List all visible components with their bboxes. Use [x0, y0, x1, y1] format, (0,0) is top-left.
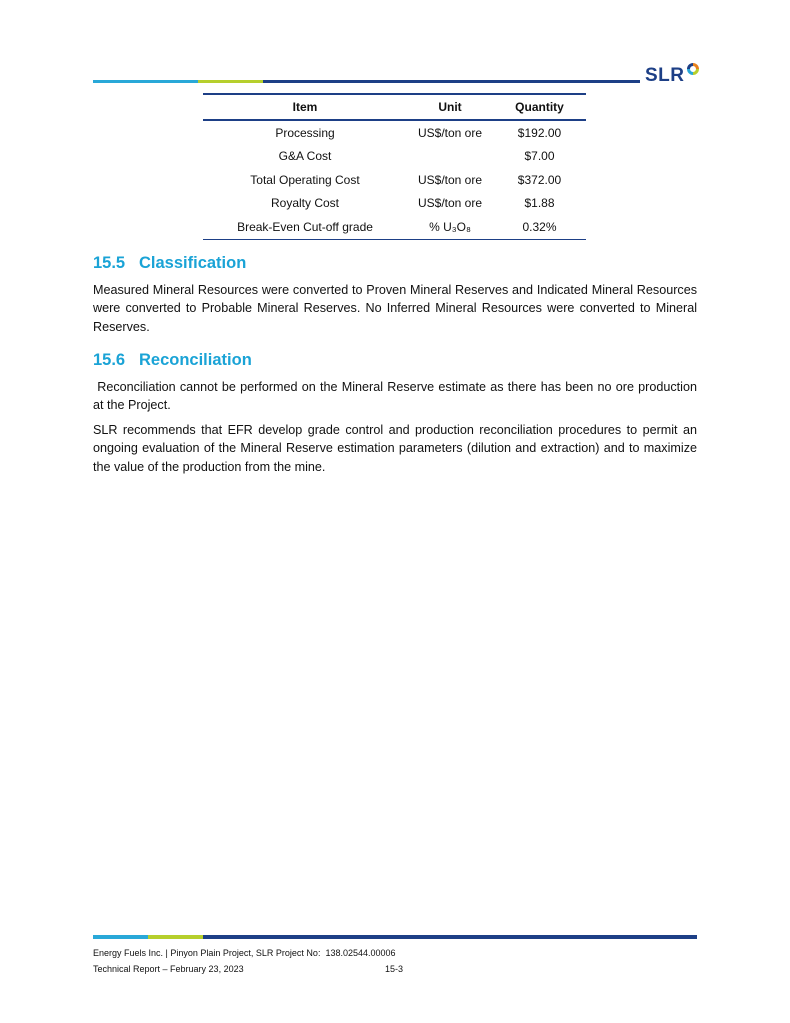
- table-cell-item: Processing: [275, 125, 335, 140]
- column-header-item: Item: [203, 94, 407, 120]
- section-title: Reconciliation: [139, 351, 252, 369]
- header-rule-navy: [263, 80, 640, 83]
- reconciliation-paragraph-2: SLR recommends that EFR develop grade control and production reconciliation procedures to permit an ongoing evaluation of the Mineral Reserve estimation parameters (dilution and extraction) and to maximize the value of the production from the mine.: [93, 423, 697, 474]
- table-row: [203, 145, 586, 169]
- cost-table: [203, 93, 586, 240]
- header-rule-cyan: [93, 80, 198, 83]
- page-number: 15-3: [385, 964, 404, 974]
- slr-logo-mark-icon: [686, 62, 700, 76]
- table-cell-item: G&A Cost: [278, 149, 332, 164]
- footer-rule-cyan: [93, 935, 148, 939]
- table-cell-item: Royalty Cost: [270, 196, 340, 211]
- table-cell-item: Total Operating Cost: [250, 172, 360, 187]
- table-row: [203, 120, 586, 145]
- table-cell-unit: % U₃O₈: [407, 215, 493, 239]
- footer-report-line: Technical Report – February 23, 2023: [93, 964, 244, 974]
- section-number: 15.5: [93, 254, 126, 272]
- table-cell-item: Break-Even Cut-off grade: [203, 215, 407, 239]
- table-row: [203, 168, 586, 192]
- table-cell-quantity: $192.00: [517, 125, 562, 140]
- table-cell-unit: US$/ton ore: [417, 125, 483, 140]
- table-cell-unit: US$/ton ore: [417, 196, 483, 211]
- table-cell-unit: [407, 145, 493, 169]
- table-row: [203, 215, 586, 239]
- table-header-row: [203, 94, 586, 120]
- slr-logo: [645, 62, 700, 86]
- table-cell-quantity: $7.00: [524, 149, 555, 164]
- table-cell-quantity: $372.00: [517, 172, 562, 187]
- header-rule-green: [198, 80, 263, 83]
- footer-project-line: Energy Fuels Inc. | Pinyon Plain Project, SLR Project No: 138.02544.00006: [93, 948, 396, 958]
- table-cell-unit: US$/ton ore: [417, 172, 483, 187]
- table-cell-quantity: $1.88: [524, 196, 555, 211]
- footer-rule: [93, 935, 697, 939]
- classification-paragraph: Measured Mineral Resources were converted to Proven Mineral Reserves and Indicated Mineral Resources were converted to Probable Mineral Reserves. No Inferred Mineral Resources were converted to Mineral Reserves.: [93, 283, 697, 334]
- column-header-quantity: Quantity: [493, 94, 586, 120]
- section-heading-reconciliation: [93, 351, 252, 370]
- section-number: 15.6: [93, 351, 126, 369]
- logo-text: SLR: [645, 65, 685, 86]
- footer-rule-green: [148, 935, 203, 939]
- section-heading-classification: [93, 254, 246, 273]
- header-rule: [93, 80, 640, 83]
- section-title: Classification: [139, 254, 247, 272]
- column-header-unit: Unit: [407, 94, 493, 120]
- footer-rule-navy: [203, 935, 697, 939]
- reconciliation-paragraph-1: Reconciliation cannot be performed on the Mineral Reserve estimate as there has been no ore production at the Project.: [93, 380, 701, 413]
- table-row: [203, 192, 586, 216]
- table-cell-quantity: 0.32%: [493, 215, 586, 239]
